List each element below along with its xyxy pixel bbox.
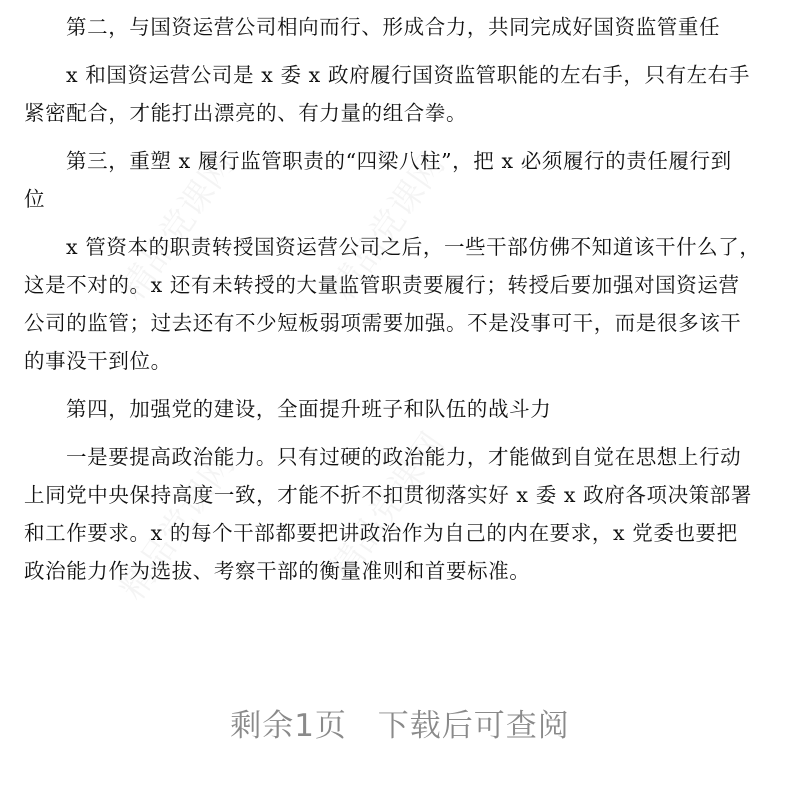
remaining-pages-label[interactable]: 剩余1页: [230, 708, 347, 744]
download-to-view-label[interactable]: 下载后可查阅: [377, 708, 570, 744]
paragraph-line: 这是不对的。x 还有未转授的大量监管职责要履行；转授后要加强对国资运营: [24, 273, 740, 297]
paragraph-line: 公司的监管；过去还有不少短板弱项需要加强。不是没事可干，而是很多该干: [24, 311, 742, 335]
paragraph-line: x 管资本的职责转授国资运营公司之后，一些干部仿佛不知道该干什么了，: [66, 235, 761, 259]
paragraph: [24, 8, 754, 46]
paragraph-line: 第二，与国资运营公司相向而行、形成合力，共同完成好国资监管重任: [66, 15, 721, 39]
paragraph-line: 的事没干到位。: [24, 349, 172, 373]
paragraph-line: 紧密配合，才能打出漂亮的、有力量的组合拳。: [24, 101, 468, 125]
paragraph-line: 政治能力作为选拔、考察干部的衡量准则和首要标准。: [24, 559, 531, 583]
paragraph-line: 第三，重塑 x 履行监管职责的“四梁八柱”，把 x 必须履行的责任履行到: [66, 149, 732, 173]
paragraph-line: x 和国资运营公司是 x 委 x 政府履行国资监管职能的左右手，只有左右手: [66, 63, 750, 87]
paragraph-line: 和工作要求。x 的每个干部都要把讲政治作为自己的内在要求，x 党委也要把: [24, 521, 738, 545]
paragraph: [24, 438, 754, 590]
paragraph-line: 位: [24, 187, 46, 211]
paragraph-line: 上同党中央保持高度一致，才能不折不扣贯彻落实好 x 委 x 政府各项决策部署: [24, 483, 752, 507]
download-prompt[interactable]: [0, 700, 800, 745]
document-body: [24, 8, 761, 600]
paragraph: [24, 228, 761, 380]
paragraph-line: 第四，加强党的建设，全面提升班子和队伍的战斗力: [66, 397, 552, 421]
paragraph-line: 一是要提高政治能力。只有过硬的政治能力，才能做到自觉在思想上行动: [66, 445, 742, 469]
paragraph: [24, 142, 754, 218]
paragraph: [24, 390, 754, 428]
paragraph: [24, 56, 754, 132]
